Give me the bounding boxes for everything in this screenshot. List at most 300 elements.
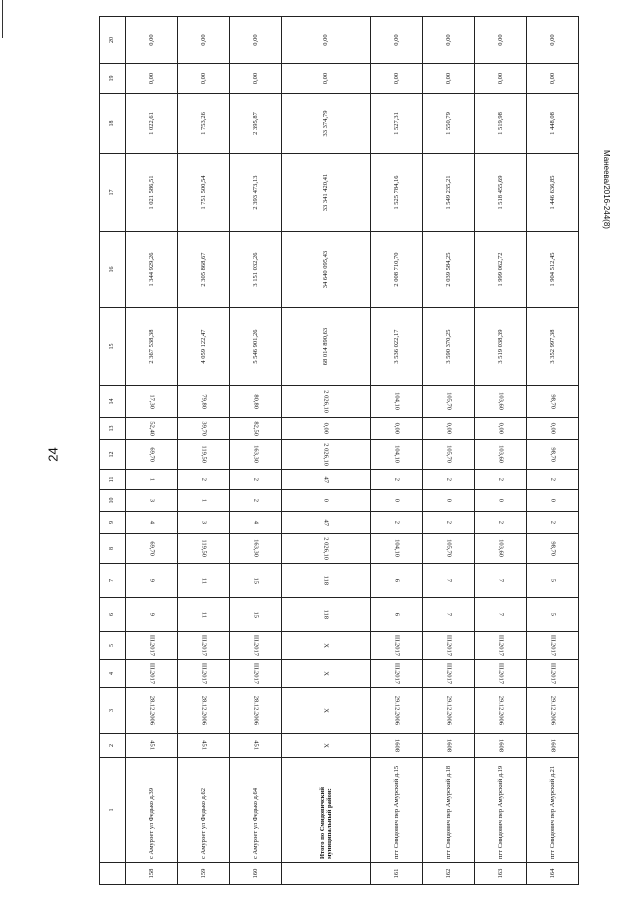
value-text: X [322,708,330,713]
value-cell-c20: 0,00 [371,17,423,64]
value-cell-c4 [371,660,423,688]
value-cell-c13 [475,418,527,440]
value-text: 29.12.2006 [549,695,557,726]
value-cell-c6 [281,598,370,632]
value-cell-c7 [475,564,527,598]
value-cell-c10 [177,490,229,512]
value-cell-c3 [229,688,281,734]
value-cell-c20: 0,00 [281,17,370,64]
value-text: 1608 [445,739,453,752]
row-number-cell: 159 [177,863,229,885]
value-text: 15 [252,611,260,618]
value-cell-c17: 1 021 586,51 [126,154,178,232]
value-text: 119,50 [200,539,208,558]
value-text: X [322,643,330,648]
value-text: 2 026,10 [322,443,330,466]
page-number: 24 [45,447,61,462]
value-cell-c11 [126,470,178,490]
header-cell: 9 [100,512,126,534]
header-cell-index [100,863,126,885]
value-cell-c11 [281,470,370,490]
value-cell-c14 [229,386,281,418]
value-cell-c8 [526,534,578,564]
value-text: 0 [445,498,453,503]
row-number-cell: 161 [371,863,423,885]
value-cell-c6 [177,598,229,632]
header-cell: 18 [100,94,126,154]
value-cell-c7 [371,564,423,598]
header-cell: 2 [100,734,126,758]
value-cell-c12 [281,440,370,470]
value-cell-c4 [177,660,229,688]
value-text: 104,10 [393,539,401,558]
value-cell-c14 [371,386,423,418]
value-cell-c16: 2 039 584,25 [423,232,475,308]
value-cell-c16: 3 151 032,26 [229,232,281,308]
header-cell: 7 [100,564,126,598]
value-cell-c9 [423,512,475,534]
value-cell-c2 [371,734,423,758]
value-text: III.2017 [445,634,453,657]
value-cell-c13 [281,418,370,440]
value-cell-c8 [423,534,475,564]
value-text: III.2017 [393,634,401,657]
value-cell-c9 [229,512,281,534]
value-text: 98,70 [549,541,557,556]
value-cell-c8 [281,534,370,564]
value-cell-c2 [229,734,281,758]
value-cell-c10 [526,490,578,512]
value-text: 105,70 [445,539,453,558]
value-text: 69,70 [148,541,156,556]
value-text: 163,30 [252,445,260,464]
value-text: 0 [393,498,401,503]
value-text: 28.12.2006 [200,695,208,726]
value-text: 28.12.2006 [148,695,156,726]
table-row [177,17,229,885]
value-cell-c18: 1 527,31 [371,94,423,154]
value-cell-c12 [229,440,281,470]
value-text: 118 [322,609,330,620]
value-text: 2 [549,477,557,482]
value-text: 98,70 [549,394,557,409]
value-text: 29.12.2006 [445,695,453,726]
row-number-cell: 162 [423,863,475,885]
value-text: 5 [549,612,557,617]
address-cell: с Амурзет ул Федько д.64 [229,758,281,863]
value-cell-c18: 33 374,79 [281,94,370,154]
value-text: 2 026,10 [322,537,330,560]
value-cell-c18: 1 022,61 [126,94,178,154]
value-text: 2 [497,477,505,482]
value-cell-c2 [475,734,527,758]
value-text: III.2017 [200,662,208,685]
address-cell: пгт Смидович пер Амурский д.21 [526,758,578,863]
value-text: 1 [148,477,156,482]
value-text: 118 [322,575,330,586]
table-row [526,17,578,885]
value-text: 2 [549,520,557,525]
value-cell-c19: 0,00 [126,64,178,94]
value-cell-c19: 0,00 [177,64,229,94]
value-text: III.2017 [252,634,260,657]
value-cell-c4 [526,660,578,688]
value-cell-c6 [229,598,281,632]
header-cell: 14 [100,386,126,418]
value-cell-c7 [126,564,178,598]
value-cell-c17: 33 341 420,41 [281,154,370,232]
document-id: Манеева/2016-244(8) [602,150,611,229]
value-cell-c7 [281,564,370,598]
value-cell-c10 [126,490,178,512]
value-cell-c16: 2 008 710,70 [371,232,423,308]
value-text: 7 [445,578,453,583]
value-cell-c3 [126,688,178,734]
value-cell-c5 [475,632,527,660]
value-cell-c17: 1 549 235,21 [423,154,475,232]
value-text: 7 [445,612,453,617]
value-cell-c2 [423,734,475,758]
value-cell-c15: 3 590 370,25 [423,308,475,386]
value-cell-c7 [177,564,229,598]
header-cell: 1 [100,758,126,863]
value-cell-c13 [229,418,281,440]
value-text: 0,00 [497,422,505,435]
value-text: 163,30 [252,539,260,558]
value-text: 105,70 [445,445,453,464]
value-cell-c5 [177,632,229,660]
value-cell-c13 [371,418,423,440]
value-text: 2 [445,520,453,525]
value-cell-c16: 2 305 868,67 [177,232,229,308]
value-cell-c16: 1 904 512,45 [526,232,578,308]
value-cell-c17: 1 525 784,16 [371,154,423,232]
value-cell-c18: 1 550,79 [423,94,475,154]
value-text: 0,00 [393,422,401,435]
value-text: 451 [252,740,260,751]
row-number-cell: 160 [229,863,281,885]
value-text: 2 [497,520,505,525]
value-text: 2 026,10 [322,390,330,413]
value-text: 2 [252,498,260,503]
value-cell-c17: 2 393 473,13 [229,154,281,232]
table-body [126,17,579,885]
header-row [100,17,126,885]
value-cell-c12 [371,440,423,470]
value-text: 0 [549,498,557,503]
value-cell-c15: 5 546 901,26 [229,308,281,386]
value-text: X [322,743,330,748]
value-text: 119,50 [200,445,208,464]
value-text: 451 [148,740,156,751]
value-text: 80,80 [252,394,260,409]
value-cell-c14 [526,386,578,418]
value-cell-c14 [423,386,475,418]
address-cell: с Амурзет ул Федько д.39 [126,758,178,863]
value-cell-c9 [526,512,578,534]
value-cell-c3 [475,688,527,734]
value-cell-c10 [475,490,527,512]
value-text: 1608 [497,739,505,752]
value-cell-c2 [526,734,578,758]
value-cell-c14 [126,386,178,418]
value-cell-c6 [126,598,178,632]
header-cell: 12 [100,440,126,470]
value-text: 4 [148,520,156,525]
value-text: 0 [322,498,330,503]
value-cell-c6 [526,598,578,632]
value-text: 103,60 [497,539,505,558]
value-cell-c11 [423,470,475,490]
value-cell-c6 [371,598,423,632]
value-text: 0,00 [549,422,557,435]
value-cell-c13 [423,418,475,440]
value-text: III.2017 [497,634,505,657]
value-text: 52,40 [148,421,156,436]
value-text: 29.12.2006 [393,695,401,726]
value-cell-c17: 1 751 500,54 [177,154,229,232]
value-text: 4 [252,520,260,525]
value-cell-c2 [126,734,178,758]
value-text: III.2017 [445,662,453,685]
value-cell-c5 [281,632,370,660]
value-cell-c4 [281,660,370,688]
value-text: 6 [393,578,401,583]
value-text: 29.12.2006 [497,695,505,726]
value-cell-c12 [526,440,578,470]
value-text: 47 [322,519,330,526]
value-text: 15 [252,577,260,584]
value-text: 11 [200,611,208,618]
value-text: 7 [497,612,505,617]
value-cell-c7 [526,564,578,598]
value-text: 2 [393,477,401,482]
value-cell-c15: 3 536 022,17 [371,308,423,386]
value-text: 104,10 [393,445,401,464]
value-cell-c20: 0,00 [423,17,475,64]
value-text: 9 [148,578,156,583]
value-text: 82,50 [252,421,260,436]
value-cell-c18: 1 448,08 [526,94,578,154]
value-text: 0 [497,498,505,503]
header-cell: 3 [100,688,126,734]
value-cell-c12 [177,440,229,470]
value-cell-c10 [423,490,475,512]
header-cell: 6 [100,598,126,632]
table-container [99,34,579,885]
value-text: III.2017 [549,662,557,685]
value-cell-c12 [423,440,475,470]
value-text: 9 [148,612,156,617]
header-cell: 15 [100,308,126,386]
header-cell: 8 [100,534,126,564]
table-row [126,17,178,885]
header-cell: 16 [100,232,126,308]
value-text: III.2017 [497,662,505,685]
value-cell-c4 [126,660,178,688]
value-text: 2 [252,477,260,482]
value-cell-c9 [475,512,527,534]
value-cell-c3 [526,688,578,734]
value-cell-c14 [475,386,527,418]
address-cell: пгт Смидович пер Амурский д.19 [475,758,527,863]
value-cell-c14 [281,386,370,418]
table-row [371,17,423,885]
row-number-cell: 158 [126,863,178,885]
value-cell-c18: 1 519,98 [475,94,527,154]
value-text: 79,80 [200,394,208,409]
address-cell: пгт Смидович пер Амурский д.18 [423,758,475,863]
value-cell-c7 [423,564,475,598]
value-cell-c3 [177,688,229,734]
value-cell-c13 [177,418,229,440]
value-text: III.2017 [549,634,557,657]
value-cell-c5 [229,632,281,660]
header-cell: 19 [100,64,126,94]
row-number-cell: 164 [526,863,578,885]
value-cell-c16: 1 344 929,26 [126,232,178,308]
value-cell-c3 [371,688,423,734]
header-cell: 4 [100,660,126,688]
address-cell: пгт Смидович пер Амурский д.15 [371,758,423,863]
value-text: 0,00 [322,422,330,435]
value-cell-c19: 0,00 [526,64,578,94]
value-cell-c18: 2 395,87 [229,94,281,154]
value-text: III.2017 [252,662,260,685]
value-cell-c8 [475,534,527,564]
value-cell-c17: 1 446 636,85 [526,154,578,232]
value-text: 3 [200,520,208,525]
value-cell-c4 [475,660,527,688]
value-text: III.2017 [200,634,208,657]
value-text: 104,10 [393,392,401,411]
header-cell: 10 [100,490,126,512]
value-cell-c15: 3 519 038,39 [475,308,527,386]
value-text: 7 [497,578,505,583]
data-table [99,16,579,885]
row-number-cell [281,863,370,885]
value-cell-c13 [526,418,578,440]
value-text: 3 [148,498,156,503]
value-cell-c15: 2 367 538,38 [126,308,178,386]
value-cell-c10 [281,490,370,512]
value-cell-c20: 0,00 [126,17,178,64]
value-cell-c8 [126,534,178,564]
value-cell-c7 [229,564,281,598]
address-cell: с Амурзет ул Федько д.62 [177,758,229,863]
value-cell-c19: 0,00 [475,64,527,94]
header-cell: 5 [100,632,126,660]
address-cell: Итого по Смидовичский муниципальный район: [281,758,370,863]
header-cell: 11 [100,470,126,490]
value-cell-c17: 1 518 455,69 [475,154,527,232]
value-cell-c18: 1 753,26 [177,94,229,154]
value-cell-c16: 34 640 095,43 [281,232,370,308]
value-text: 69,70 [148,447,156,462]
value-cell-c3 [281,688,370,734]
value-cell-c11 [229,470,281,490]
value-cell-c9 [371,512,423,534]
value-cell-c8 [371,534,423,564]
value-cell-c19: 0,00 [281,64,370,94]
value-cell-c15: 68 014 890,63 [281,308,370,386]
row-number-cell: 163 [475,863,527,885]
value-cell-c10 [371,490,423,512]
value-cell-c8 [229,534,281,564]
value-text: 2 [445,477,453,482]
value-cell-c20: 0,00 [177,17,229,64]
value-text: 11 [200,577,208,584]
value-cell-c10 [229,490,281,512]
value-text: 2 [393,520,401,525]
value-cell-c4 [423,660,475,688]
value-text: 28.12.2006 [252,695,260,726]
value-cell-c11 [526,470,578,490]
value-cell-c5 [526,632,578,660]
value-cell-c9 [177,512,229,534]
value-cell-c11 [475,470,527,490]
value-cell-c5 [371,632,423,660]
value-text: 98,70 [549,447,557,462]
value-text: 47 [322,476,330,483]
value-cell-c2 [281,734,370,758]
value-cell-c5 [423,632,475,660]
value-cell-c13 [126,418,178,440]
header-cell: 20 [100,17,126,64]
value-text: III.2017 [148,634,156,657]
margin-line [2,0,3,38]
value-cell-c5 [126,632,178,660]
value-text: 1 [200,498,208,503]
value-cell-c19: 0,00 [371,64,423,94]
header-cell: 17 [100,154,126,232]
table-row [423,17,475,885]
value-cell-c19: 0,00 [229,64,281,94]
value-cell-c11 [371,470,423,490]
value-cell-c12 [475,440,527,470]
value-cell-c2 [177,734,229,758]
value-cell-c9 [281,512,370,534]
value-text: 0,00 [445,422,453,435]
value-text: 1608 [393,739,401,752]
value-cell-c20: 0,00 [526,17,578,64]
value-cell-c20: 0,00 [475,17,527,64]
value-text: 103,60 [497,392,505,411]
value-cell-c14 [177,386,229,418]
value-cell-c8 [177,534,229,564]
value-cell-c15: 4 059 122,47 [177,308,229,386]
value-cell-c4 [229,660,281,688]
value-cell-c16: 1 999 062,72 [475,232,527,308]
table-row [281,17,370,885]
value-cell-c20: 0,00 [229,17,281,64]
value-cell-c19: 0,00 [423,64,475,94]
value-cell-c3 [423,688,475,734]
value-cell-c11 [177,470,229,490]
value-text: 105,70 [445,392,453,411]
value-text: 6 [393,612,401,617]
value-cell-c6 [423,598,475,632]
value-text: 1608 [549,739,557,752]
value-cell-c12 [126,440,178,470]
value-text: X [322,671,330,676]
value-text: 17,30 [148,394,156,409]
value-text: 39,70 [200,421,208,436]
value-text: 451 [200,740,208,751]
value-cell-c9 [126,512,178,534]
header-cell: 13 [100,418,126,440]
table-row [475,17,527,885]
